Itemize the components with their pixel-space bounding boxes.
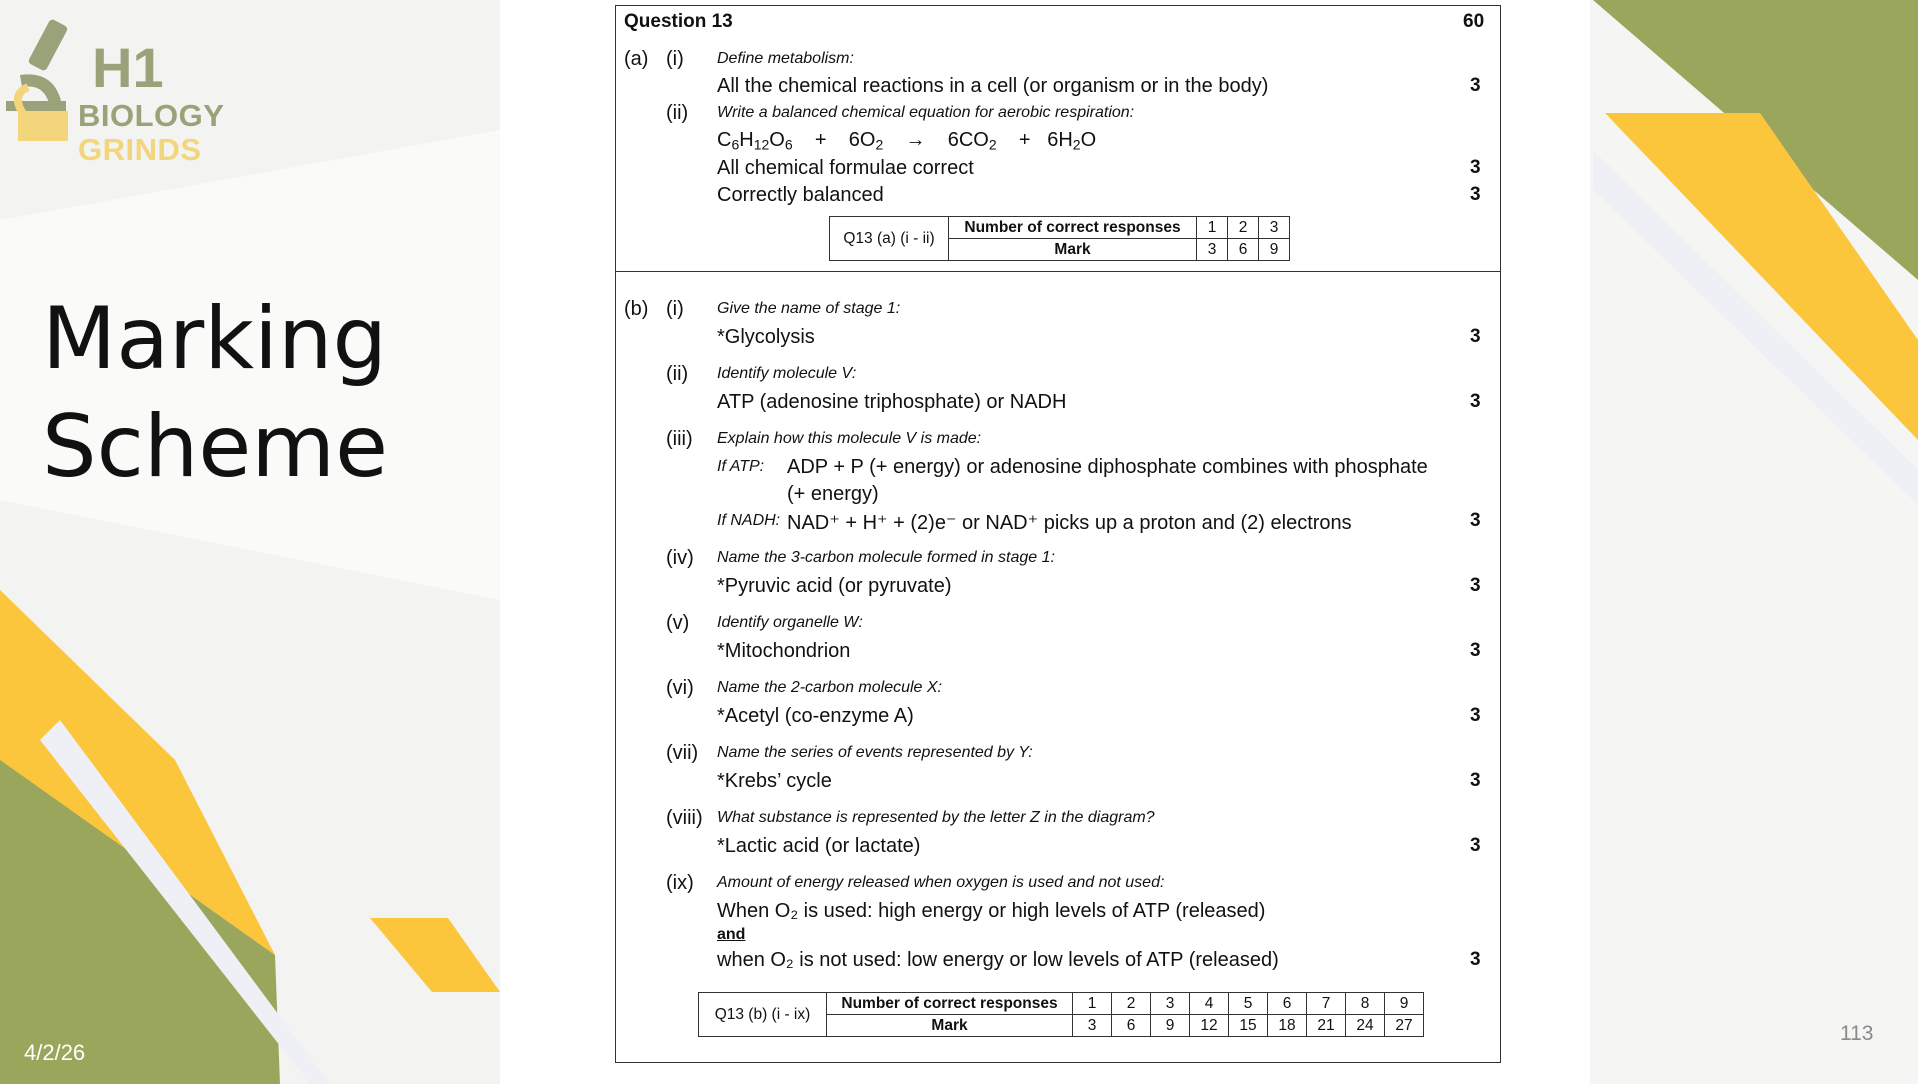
table-b-mark: 6 [1112, 1015, 1151, 1037]
table-b-resp: 1 [1073, 993, 1112, 1015]
section-divider [616, 271, 1500, 272]
aerobic-respiration-equation: $C_6H_{12}O_6$ + $6O_2$ → $6CO_2$ + $6H_2O$ [717, 129, 1097, 153]
table-b-mark: 9 [1151, 1015, 1190, 1037]
table-a-resp: 3 [1259, 217, 1290, 239]
part-b-item-prompt: Name the 2-carbon molecule X: [717, 679, 942, 696]
part-b-item-prompt: Identify organelle W: [717, 614, 863, 631]
table-a-resp: 1 [1197, 217, 1228, 239]
table-a-header: Number of correct responses [949, 217, 1197, 239]
part-b-item-answer: *Krebs’ cycle [717, 770, 832, 792]
part-a-ii-prompt: Write a balanced chemical equation for aerobic respiration: [717, 104, 1135, 121]
table-a-label: Q13 (a) (i - ii) [830, 217, 949, 261]
part-a-mark-table [829, 216, 1290, 261]
part-b-item-mark: 3 [1470, 640, 1481, 661]
title-line-1: Marking [42, 289, 388, 389]
part-a-ii-line1: All chemical formulae correct [717, 157, 974, 179]
nadh-label: If NADH: [717, 512, 781, 529]
table-a-mark: 9 [1259, 239, 1290, 261]
table-b-resp: 7 [1307, 993, 1346, 1015]
part-b-mark-table [698, 992, 1424, 1037]
slide-title [42, 285, 402, 501]
part-b-item-answer: *Glycolysis [717, 326, 815, 348]
atp-label: If ATP: [717, 458, 765, 475]
part-b-item-mark: 3 [1470, 326, 1481, 347]
part-a-i-mark: 3 [1470, 75, 1481, 96]
part-b-item-num: (ix) [666, 872, 694, 894]
logo-grinds: GRINDS [78, 132, 202, 167]
table-b-mark: 18 [1268, 1015, 1307, 1037]
part-b-item-prompt: Amount of energy released when oxygen is used and not used: [717, 874, 1165, 891]
nadh-answer: NAD⁺ + H⁺ + (2)e⁻ or NAD⁺ picks up a proton and (2) electrons [787, 512, 1352, 534]
table-a-mark-label: Mark [949, 239, 1197, 261]
part-b-item-mark: 3 [1470, 835, 1481, 856]
part-b-item-prompt: Give the name of stage 1: [717, 300, 901, 317]
part-a-i-label: (i) [666, 48, 684, 70]
part-b-item-num: (iv) [666, 547, 694, 569]
table-b-mark: 27 [1385, 1015, 1424, 1037]
part-a-label: (a) [624, 48, 649, 70]
part-b-item-mark: 3 [1470, 770, 1481, 791]
ix-and: and [717, 926, 746, 943]
part-b-item-answer: *Lactic acid (or lactate) [717, 835, 921, 857]
table-b-mark: 15 [1229, 1015, 1268, 1037]
part-a-ii-mark2: 3 [1470, 184, 1481, 205]
marking-scheme-document [615, 5, 1501, 1063]
part-b-item-num: (iii) [666, 428, 693, 450]
logo-h1: H1 [92, 36, 164, 99]
slide-number: 113 [1840, 1022, 1874, 1045]
part-a-i-answer: All the chemical reactions in a cell (or organism or in the body) [717, 75, 1269, 97]
part-b-item-mark: 3 [1470, 705, 1481, 726]
part-a-ii-label: (ii) [666, 102, 689, 124]
atp-answer-cont: (+ energy) [787, 483, 879, 505]
table-b-resp: 9 [1385, 993, 1424, 1015]
part-a-ii-line2: Correctly balanced [717, 184, 884, 206]
part-b-label: (b) [624, 298, 649, 320]
part-a-ii-mark1: 3 [1470, 157, 1481, 178]
part-a-i-prompt: Define metabolism: [717, 50, 854, 67]
table-b-resp: 2 [1112, 993, 1151, 1015]
part-b-ix-mark: 3 [1470, 949, 1481, 970]
table-b-mark: 21 [1307, 1015, 1346, 1037]
table-b-resp: 8 [1346, 993, 1385, 1015]
part-b-item-num: (vii) [666, 742, 699, 764]
table-a-mark: 6 [1228, 239, 1259, 261]
table-b-resp: 4 [1190, 993, 1229, 1015]
part-b-item-num: (i) [666, 298, 684, 320]
table-b-mark-label: Mark [827, 1015, 1073, 1037]
atp-answer: ADP + P (+ energy) or adenosine diphosphate combines with phosphate [787, 456, 1428, 478]
ix-line-1: When O₂ is used: high energy or high levels of ATP (released) [717, 900, 1266, 922]
question-total: 60 [1463, 11, 1485, 32]
part-b-iii-mark: 3 [1470, 510, 1481, 531]
table-b-mark: 24 [1346, 1015, 1385, 1037]
table-b-mark: 3 [1073, 1015, 1112, 1037]
part-b-item-answer: *Pyruvic acid (or pyruvate) [717, 575, 952, 597]
ix-line-2: when O₂ is not used: low energy or low levels of ATP (released) [717, 949, 1279, 971]
microscope-icon [0, 15, 90, 155]
table-a-mark: 3 [1197, 239, 1228, 261]
part-b-item-num: (vi) [666, 677, 694, 699]
table-b-resp: 5 [1229, 993, 1268, 1015]
table-b-resp: 3 [1151, 993, 1190, 1015]
part-b-item-prompt: Name the series of events represented by Y: [717, 744, 1033, 761]
part-b-item-num: (viii) [666, 807, 703, 829]
part-b-item-prompt: Identify molecule V: [717, 365, 857, 382]
part-b-item-prompt: Explain how this molecule V is made: [717, 430, 982, 447]
title-line-2: Scheme [42, 397, 388, 497]
part-b-item-answer: *Mitochondrion [717, 640, 851, 662]
question-heading: Question 13 [624, 11, 733, 32]
logo [0, 10, 230, 167]
part-b-item-answer: *Acetyl (co-enzyme A) [717, 705, 914, 727]
table-b-label: Q13 (b) (i - ix) [699, 993, 827, 1037]
slide-date: 4/2/26 [24, 1040, 86, 1065]
table-b-mark: 12 [1190, 1015, 1229, 1037]
part-b-item-mark: 3 [1470, 575, 1481, 596]
part-b-item-mark: 3 [1470, 391, 1481, 412]
table-b-header: Number of correct responses [827, 993, 1073, 1015]
part-b-item-num: (v) [666, 612, 690, 634]
part-b-item-prompt: What substance is represented by the letter Z in the diagram? [717, 809, 1155, 826]
part-b-item-num: (ii) [666, 363, 689, 385]
part-b-item-prompt: Name the 3-carbon molecule formed in stage 1: [717, 549, 1055, 566]
part-b-item-answer: ATP (adenosine triphosphate) or NADH [717, 391, 1067, 413]
table-a-resp: 2 [1228, 217, 1259, 239]
logo-biology: BIOLOGY [78, 98, 225, 133]
table-b-resp: 6 [1268, 993, 1307, 1015]
